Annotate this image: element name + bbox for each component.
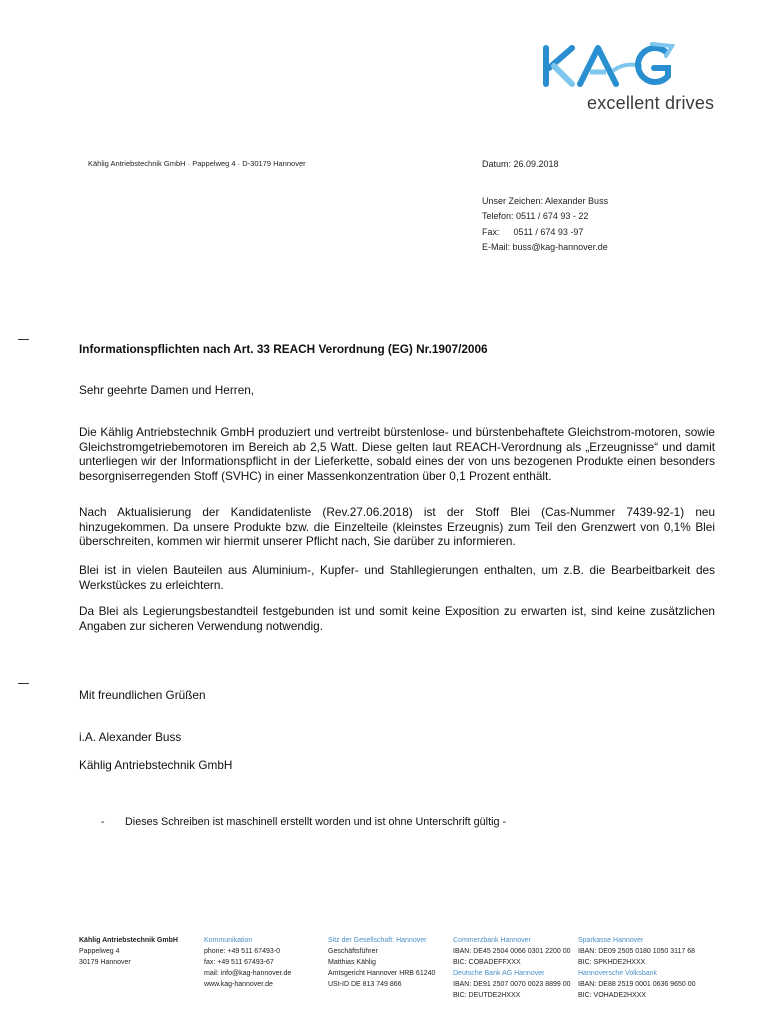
footer-bank1-iban: IBAN: DE45 2504 0066 0301 2200 00	[453, 948, 571, 955]
signature-company: Kählig Antriebstechnik GmbH	[79, 758, 233, 772]
signature-name: i.A. Alexander Buss	[79, 730, 182, 744]
body-paragraph-2	[79, 505, 715, 549]
footer-street: Pappelweg 4	[79, 948, 120, 955]
body-paragraph-4	[79, 604, 715, 633]
footer-communication-heading: Kommunikation	[204, 937, 253, 944]
footer-registration-heading: Sitz der Gesellschaft: Hannover	[328, 937, 427, 944]
company-logo	[540, 40, 740, 120]
footer-bank2-iban2: IBAN: DE88 2519 0001 0636 9650 00	[578, 981, 696, 988]
paragraph-text: Nach Aktualisierung der Kandidatenliste (Rev.27.06.2018) ist der Stoff Blei (Cas-Nummer 7439-92-1) neu hinzugekommen. Da unsere Produkte bzw. die Einzelteile (kleinstes Erzeugnis) zum Teil den Grenzwert von 0,1% Blei überschreiten, kommen wir hiermit unserer Pflicht nach, Sie darüber zu informieren.	[79, 505, 715, 549]
fax-value: 0511 / 674 93 -97	[513, 226, 584, 237]
footer-role: Geschäftsführer	[328, 948, 378, 955]
note-dash: -	[101, 816, 105, 828]
salutation: Sehr geehrte Damen und Herren,	[79, 383, 255, 397]
footer-bank1-heading: Commerzbank Hannover	[453, 937, 531, 944]
body-paragraph-1	[79, 425, 715, 483]
footer-bank-1	[453, 935, 571, 1001]
fold-mark-upper	[18, 339, 29, 340]
footer-bank2-heading2: Hannoversche Volksbank	[578, 970, 657, 977]
footer-company	[79, 935, 178, 968]
footer-bank2-iban: IBAN: DE09 2505 0180 1050 3117 68	[578, 948, 696, 955]
footer-phone: phone: +49 511 67493-0	[204, 948, 280, 955]
note-text: Dieses Schreiben ist maschinell erstellt worden und ist ohne Unterschrift gültig -	[125, 816, 507, 828]
kag-logo-mark	[540, 40, 740, 96]
footer-bank-2	[578, 935, 696, 1001]
paragraph-text: Die Kählig Antriebstechnik GmbH produziert und vertreibt bürstenlose- und bürstenbehaftete Gleichstrom-motoren, sowie Gleichstromgetriebemotoren im Bereich ab 2,5 Watt. Diese gelten laut REACH-Verordnung als „Erzeugnisse“ und damit unterliegen wir der Informationspflicht in der Lieferkette, sobald eines der von uns bezogenen Produkte einen besonders besorgniserregenden Stoff (SVHC) in einer Massenkonzentration über 0,1 Prozent enthält.	[79, 425, 715, 483]
reference: Unser Zeichen: Alexander Buss	[482, 195, 609, 206]
footer-bank1-bic2: BIC: DEUTDE2HXXX	[453, 992, 521, 999]
closing: Mit freundlichen Grüßen	[79, 688, 206, 702]
contact-block	[482, 157, 608, 256]
letter-date: Datum: 26.09.2018	[482, 159, 559, 169]
footer-mail[interactable]: mail: info@kag-hannover.de	[204, 970, 292, 977]
footer-bank1-bic: BIC: COBADEFFXXX	[453, 959, 521, 966]
footer-web[interactable]: www.kag-hannover.de	[204, 981, 273, 988]
footer-court: Amtsgericht Hannover HRB 61240	[328, 970, 436, 977]
footer-city: 30179 Hannover	[79, 959, 131, 966]
footer-bank1-heading2: Deutsche Bank AG Hannover	[453, 970, 545, 977]
email[interactable]: E-Mail: buss@kag-hannover.de	[482, 242, 608, 252]
fax-label: Fax:	[482, 226, 500, 237]
fold-mark-lower	[18, 683, 29, 684]
footer-company-name: Kählig Antriebstechnik GmbH	[79, 937, 178, 944]
footer-fax: fax: +49 511 67493-67	[204, 959, 274, 966]
fax	[482, 225, 608, 241]
sender-line: Kählig Antriebstechnik GmbH · Pappelweg 4 · D-30179 Hannover	[88, 159, 306, 168]
body-paragraph-3	[79, 563, 715, 592]
footer-communication	[204, 935, 291, 990]
paragraph-text: Da Blei als Legierungsbestandteil festgebunden ist und somit keine Exposition zu erwarten ist, sind keine zusätzlichen Angaben zur sicheren Verwendung notwendig.	[79, 604, 715, 633]
footer-manager: Matthias Kählig	[328, 959, 376, 966]
paragraph-text: Blei ist in vielen Bauteilen aus Aluminium-, Kupfer- und Stahllegierungen enthalten, um z.B. die Bearbeitbarkeit des Werkstückes zu erleichtern.	[79, 563, 715, 592]
subject-line: Informationspflichten nach Art. 33 REACH Verordnung (EG) Nr.1907/2006	[79, 342, 488, 356]
machine-generated-note	[101, 816, 506, 828]
footer-vat: USt-ID DE 813 749 866	[328, 981, 402, 988]
phone: Telefon: 0511 / 674 93 - 22	[482, 211, 589, 221]
logo-tagline: excellent drives	[587, 93, 715, 113]
footer-bank1-iban2: IBAN: DE91 2507 0070 0023 8899 00	[453, 981, 571, 988]
footer-bank2-heading: Sparkasse Hannover	[578, 937, 644, 944]
footer-bank2-bic2: BIC: VOHADE2HXXX	[578, 992, 647, 999]
footer-registration	[328, 935, 435, 990]
footer-bank2-bic: BIC: SPKHDE2HXXX	[578, 959, 646, 966]
